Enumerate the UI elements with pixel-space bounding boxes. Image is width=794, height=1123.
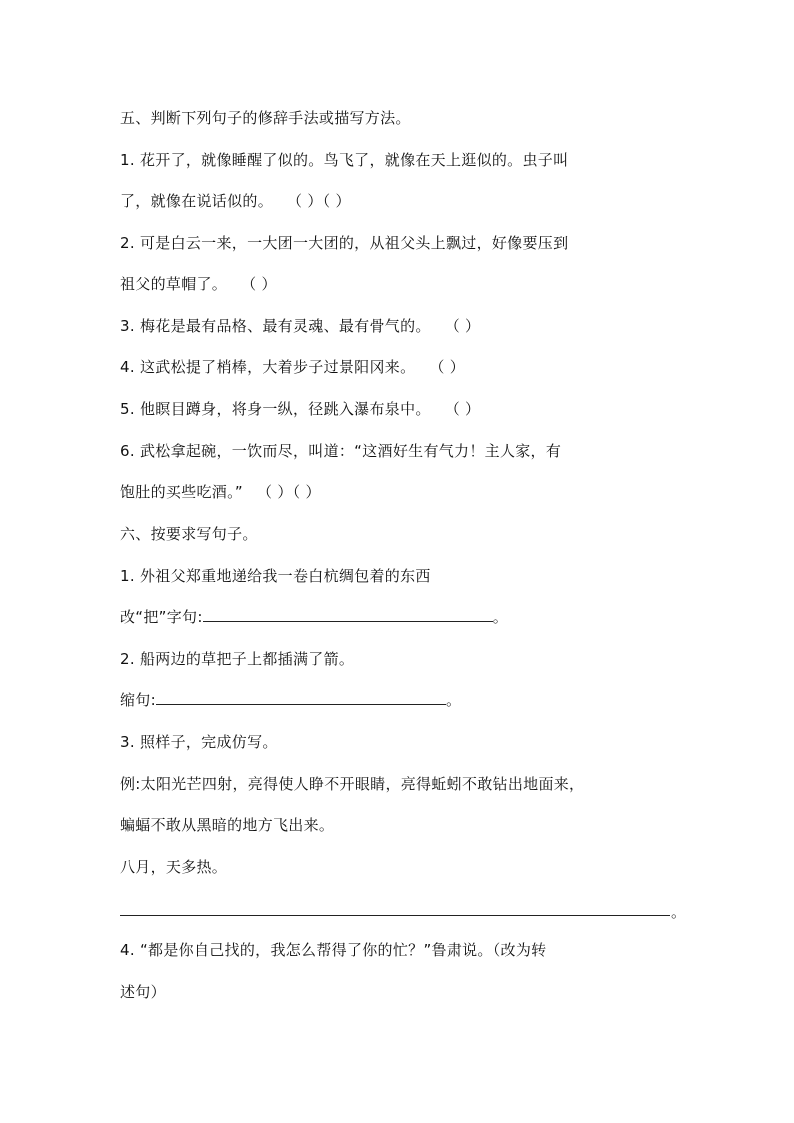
s5-q2-line2: [120, 274, 277, 294]
section-6-heading: 六、按要求写句子。: [120, 525, 258, 543]
s5-q1-line2: [120, 191, 351, 211]
s5-q6-line2: [120, 482, 321, 502]
s5-q6-line1: 6. 武松拿起碗，一饮而尽，叫道：“这酒好生有气力！主人家，有: [120, 442, 562, 460]
s6-q3: 3. 照样子，完成仿写。: [120, 733, 278, 751]
s6-q2: 2. 船两边的草把子上都插满了箭。: [120, 650, 355, 668]
s6-q3-answer-line[interactable]: [120, 915, 670, 916]
s6-q1-end: 。: [492, 608, 509, 626]
s6-q2-end: 。: [445, 691, 462, 709]
s5-q6-text: 饱肚的买些吃酒。”: [120, 483, 243, 501]
s5-q3-answer-parens[interactable]: （ ）: [444, 317, 481, 335]
s5-q2-answer-parens[interactable]: （ ）: [241, 275, 277, 293]
s6-q1-answer-blank[interactable]: [203, 607, 493, 622]
s6-q3-example-line1: 例:太阳光芒四射，亮得使人睁不开眼睛，亮得蚯蚓不敢钻出地面来，: [120, 775, 585, 793]
s6-q3-end: 。: [671, 903, 687, 921]
s5-q1-answer-parens[interactable]: （ ）（ ）: [287, 192, 351, 210]
s6-q1-prompt: 改“把”字句:: [120, 608, 203, 626]
s5-q3: [120, 316, 480, 336]
s6-q2-answer-row: [120, 690, 461, 710]
s5-q3-text: 3. 梅花是最有品格、最有灵魂、最有骨气的。: [120, 317, 431, 335]
s6-q1-answer-row: [120, 607, 508, 627]
s5-q4-answer-parens[interactable]: （ ）: [429, 358, 466, 376]
s5-q6-answer-parens[interactable]: （ ）（ ）: [256, 483, 321, 501]
s5-q5-text: 5. 他瞑目蹲身，将身一纵，径跳入瀑布泉中。: [120, 400, 431, 418]
s5-q1-text: 了，就像在说话似的。: [120, 192, 274, 210]
s5-q5-answer-parens[interactable]: （ ）: [444, 400, 481, 418]
s6-q4-line1: 4. “都是你自己找的，我怎么帮得了你的忙？”鲁肃说。（改为转: [120, 941, 547, 959]
s5-q2-text: 祖父的草帽了。: [120, 275, 228, 293]
s6-q4-line2: 述句）: [120, 983, 166, 1001]
s6-q2-answer-blank[interactable]: [156, 690, 446, 705]
s5-q5: [120, 399, 480, 419]
s5-q2-line1: 2. 可是白云一来，一大团一大团的，从祖父头上飘过，好像要压到: [120, 234, 569, 252]
s6-q2-prompt: 缩句:: [120, 691, 156, 709]
s5-q4: [120, 357, 465, 377]
s5-q1-line1: 1. 花开了，就像睡醒了似的。鸟飞了，就像在天上逛似的。虫子叫: [120, 151, 569, 169]
s6-q1: 1. 外祖父郑重地递给我一卷白杭绸包着的东西: [120, 567, 431, 585]
section-5-heading: 五、判断下列句子的修辞手法或描写方法。: [120, 109, 411, 127]
s6-q3-prompt: 八月，天多热。: [120, 858, 228, 876]
s5-q4-text: 4. 这武松提了梢棒，大着步子过景阳冈来。: [120, 358, 416, 376]
s6-q3-example-line2: 蝙蝠不敢从黑暗的地方飞出来。: [120, 816, 335, 834]
